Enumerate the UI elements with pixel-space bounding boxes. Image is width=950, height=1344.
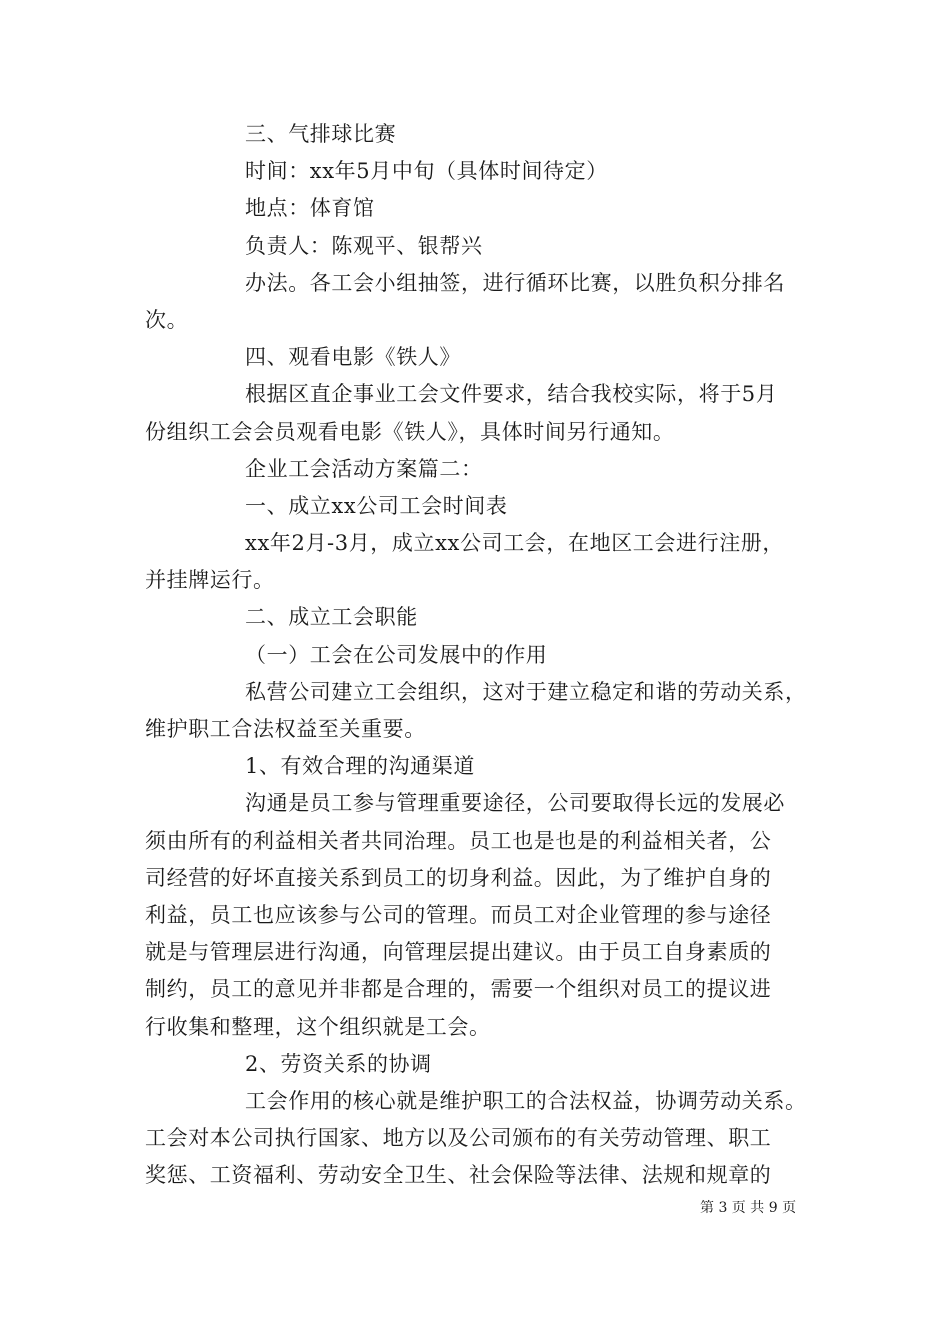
text-line: 就是与管理层进行沟通，向管理层提出建议。由于员工自身素质的 (145, 940, 772, 965)
text-line: 四、观看电影《铁人》 (245, 345, 461, 370)
text-line: 司经营的好坏直接关系到员工的切身利益。因此，为了维护自身的 (145, 865, 772, 890)
text-line: 三、气排球比赛 (245, 122, 397, 146)
text-line: 企业工会活动方案篇二： (245, 456, 483, 481)
text-line: 负责人：陈观平、银帮兴 (245, 233, 483, 258)
text-line: 维护职工合法权益至关重要。 (145, 717, 426, 741)
text-line: 制约，员工的意见并非都是合理的，需要一个组织对员工的提议进 (145, 977, 772, 1002)
text-line: （一）工会在公司发展中的作用 (245, 642, 548, 667)
text-line: 二、成立工会职能 (245, 605, 418, 630)
document-body (145, 116, 810, 1194)
text-line: 地点：体育馆 (245, 196, 375, 221)
text-line: xx年2月-3月，成立xx公司工会，在地区工会进行注册， (245, 531, 784, 556)
text-line: 时间：xx年5月中旬（具体时间待定） (245, 159, 608, 184)
text-line: 2、劳资关系的协调 (245, 1051, 432, 1076)
text-line: 根据区直企事业工会文件要求，结合我校实际，将于5月 (245, 382, 778, 407)
page-number: 第 3 页 共 9 页 (700, 1200, 797, 1216)
text-line: 并挂牌运行。 (145, 568, 275, 593)
text-line: 行收集和整理，这个组织就是工会。 (145, 1014, 491, 1039)
text-line: 奖惩、工资福利、劳动安全卫生、社会保险等法律、法规和规章的 (145, 1163, 772, 1188)
text-line: 工会作用的核心就是维护职工的合法权益，协调劳动关系。 (245, 1088, 807, 1113)
text-line: 工会对本公司执行国家、地方以及公司颁布的有关劳动管理、职工 (145, 1126, 772, 1151)
text-line: 一、成立xx公司工会时间表 (245, 493, 508, 518)
text-line: 1、有效合理的沟通渠道 (245, 754, 475, 779)
text-line: 沟通是员工参与管理重要途径，公司要取得长远的发展必 (245, 791, 785, 816)
text-line: 办法。各工会小组抽签，进行循环比赛，以胜负积分排名 (245, 270, 785, 295)
text-line: 私营公司建立工会组织，这对于建立稳定和谐的劳动关系， (245, 679, 807, 704)
text-line: 须由所有的利益相关者共同治理。员工也是也是的利益相关者，公 (145, 828, 772, 853)
text-line: 份组织工会会员观看电影《铁人》，具体时间另行通知。 (145, 419, 675, 444)
text-line: 次。 (145, 307, 189, 332)
text-line: 利益，员工也应该参与公司的管理。而员工对企业管理的参与途径 (145, 902, 772, 927)
